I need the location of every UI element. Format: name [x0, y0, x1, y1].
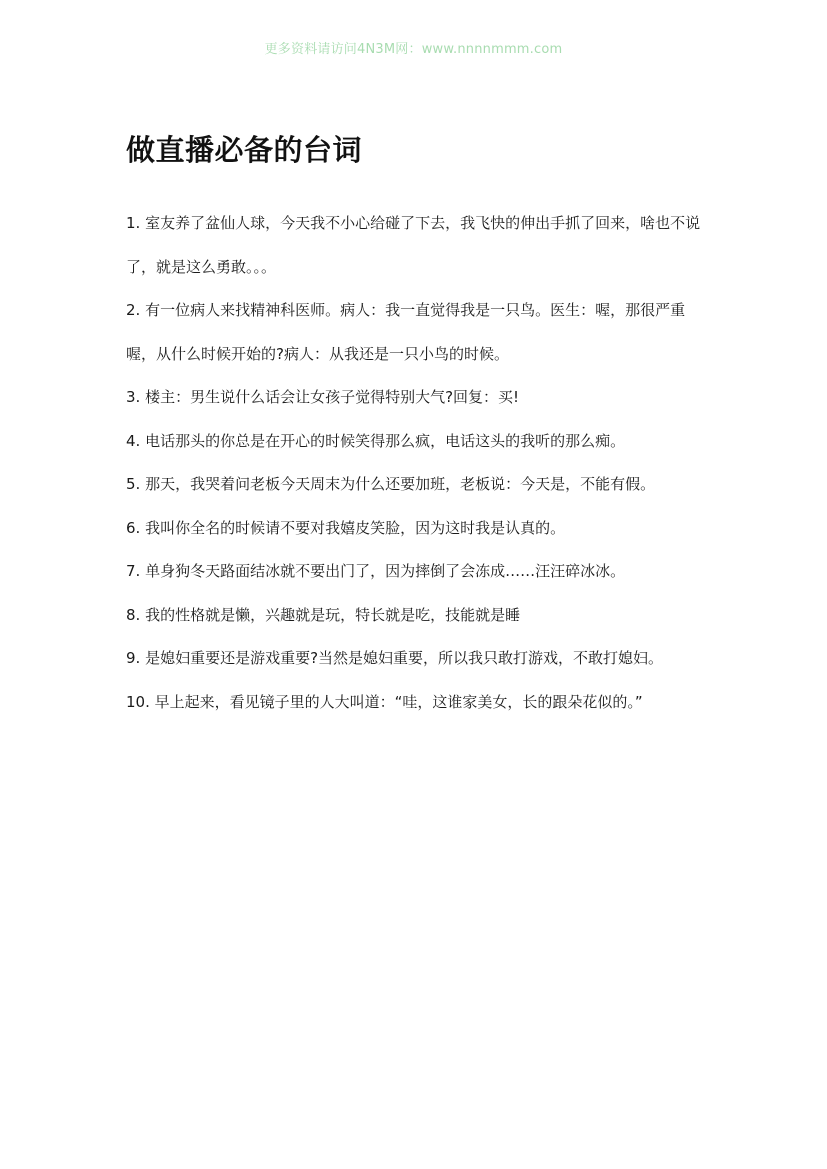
list-item-7: 7. 单身狗冬天路面结冰就不要出门了，因为摔倒了会冻成……汪汪碎冰冰。	[126, 562, 626, 580]
list-item-3: 3. 楼主：男生说什么话会让女孩子觉得特别大气?回复：买!	[126, 388, 520, 406]
list-item-6: 6. 我叫你全名的时候请不要对我嬉皮笑脸，因为这时我是认真的。	[126, 518, 566, 537]
watermark-link[interactable]: 更多资料请访问4N3M网：www.nnnnmmm.com	[264, 42, 563, 57]
list-item-10: 10. 早上起来，看见镜子里的人大叫道：“哇，这谁家美女，长的跟朵花似的。”	[126, 692, 643, 711]
list-item-1: 1. 室友养了盆仙人球，今天我不小心给碰了下去，我飞快的伸出手抓了回来，啥也不说了，就是这么勇敢。。。	[126, 214, 701, 276]
list-item-4: 4. 电话那头的你总是在开心的时候笑得那么疯，电话这头的我听的那么痴。	[126, 431, 626, 450]
page-title: 做直播必备的台词	[126, 133, 363, 167]
list-item-8: 8. 我的性格就是懒，兴趣就是玩，特长就是吃，技能就是睡	[126, 605, 521, 624]
list-item-5: 5. 那天，我哭着问老板今天周末为什么还要加班，老板说：今天是，不能有假。	[126, 475, 656, 493]
document-body	[126, 202, 706, 724]
list-item-2: 2. 有一位病人来找精神科医师。病人：我一直觉得我是一只鸟。医生：喔，那很严重喔，从什么时候开始的?病人：从我还是一只小鸟的时候。	[126, 301, 686, 363]
list-item-9: 9. 是媳妇重要还是游戏重要?当然是媳妇重要，所以我只敢打游戏，不敢打媳妇。	[126, 649, 664, 667]
